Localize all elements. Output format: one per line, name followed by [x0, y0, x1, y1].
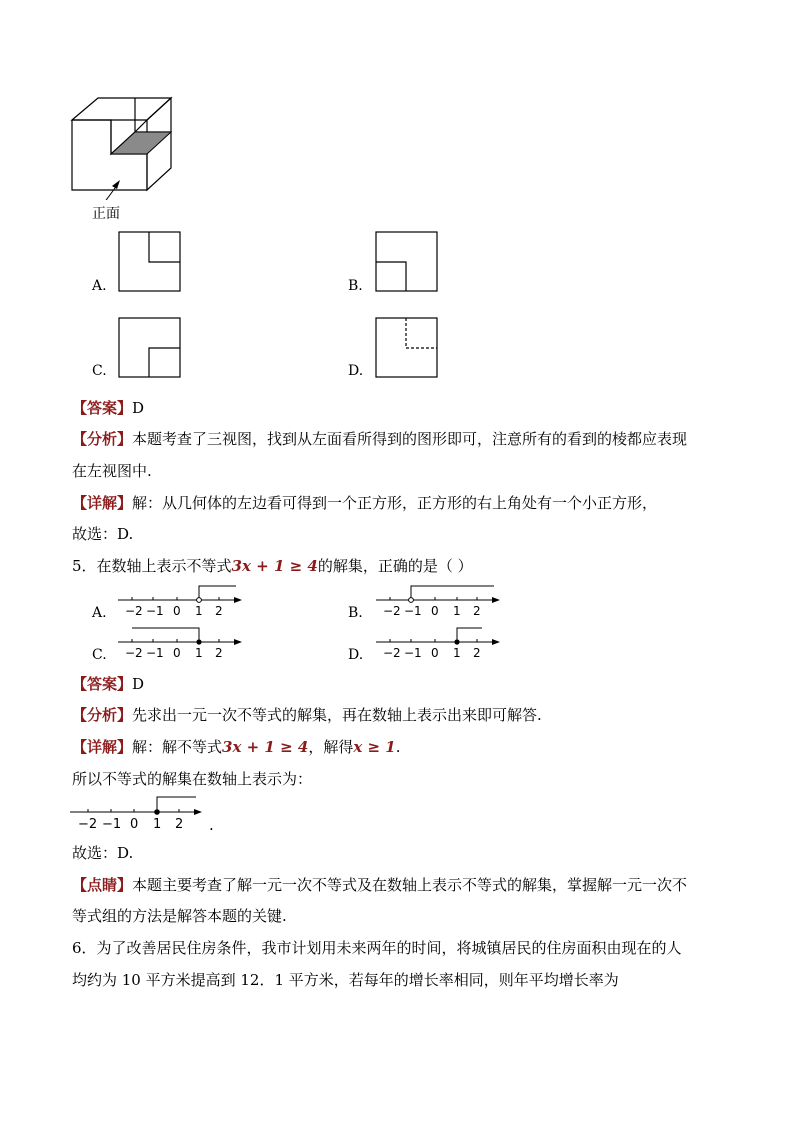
q5-detail-line2: 所以不等式的解集在数轴上表示为： — [72, 770, 313, 788]
analysis-tag: 【分析】 — [72, 706, 133, 724]
tick-label: 2 — [215, 646, 223, 660]
q6-stem-line2: 均约为 10 平方米提高到 12．1 平方米，若每年的增长率相同，则年平均增长率为 — [72, 971, 619, 989]
q6-stem-line1: 6．为了改善居民住房条件，我市计划用未来两年的时间，将城镇居民的住房面积由现在的人 — [72, 939, 682, 957]
tick-label: 2 — [473, 604, 481, 618]
q5-option-d-label: D. — [348, 647, 364, 663]
tick-label: −2 — [383, 646, 401, 660]
tick-label: −1 — [146, 604, 164, 618]
answer-text: D — [132, 399, 145, 417]
q5-comment — [72, 875, 687, 895]
tick-label: 2 — [473, 646, 481, 660]
tick-label: −2 — [383, 604, 401, 618]
answer-text: D — [132, 675, 145, 693]
detail-post: . — [395, 738, 401, 756]
detail-tag: 【详解】 — [72, 494, 133, 512]
q4-detail — [72, 493, 657, 513]
tick-label: 2 — [215, 604, 223, 618]
detail-math1: 3x + 1 ≥ 4 — [222, 738, 309, 756]
tick-label: 1 — [195, 646, 203, 660]
analysis-text: 先求出一元一次不等式的解集，再在数轴上表示出来即可解答. — [132, 706, 542, 724]
tick-label: 0 — [130, 817, 139, 832]
tick-label: −1 — [404, 604, 422, 618]
detail-math2: x ≥ 1 — [353, 738, 396, 756]
comment-tag: 【点睛】 — [72, 876, 133, 894]
answer-tag: 【答案】 — [72, 675, 133, 693]
q4-analysis-cont: 在左视图中. — [72, 462, 152, 480]
q5-stem-post: 的解集，正确的是（ ） — [317, 557, 473, 575]
q4-answer — [72, 398, 144, 418]
tick-label: 1 — [153, 817, 162, 832]
q5-option-b-numberline — [376, 583, 506, 619]
q5-comment-cont: 等式组的方法是解答本题的关键. — [72, 907, 287, 925]
q5-option-a-label: A. — [92, 605, 107, 621]
tick-label: −1 — [404, 646, 422, 660]
q5-option-d-numberline — [376, 625, 506, 661]
option-a-figure — [118, 231, 182, 293]
tick-label: 0 — [173, 604, 181, 618]
tick-label: 0 — [431, 646, 439, 660]
comment-text: 本题主要考查了解一元一次不等式及在数轴上表示不等式的解集，掌握解一元一次不 — [132, 876, 688, 894]
q5-stem-math: 3x + 1 ≥ 4 — [231, 557, 318, 575]
option-a-label: A. — [92, 278, 107, 294]
tick-label: −1 — [146, 646, 164, 660]
tick-label: 0 — [431, 604, 439, 618]
option-b-label: B. — [348, 278, 363, 294]
answer-tag: 【答案】 — [72, 399, 133, 417]
q5-stem-pre: 5．在数轴上表示不等式 — [72, 557, 232, 575]
q5-choice: 故选：D. — [72, 844, 134, 862]
option-d-figure — [375, 317, 439, 379]
tick-label: −2 — [125, 646, 143, 660]
solution-period: . — [209, 816, 214, 834]
solution-numberline — [70, 794, 210, 832]
tick-label: −2 — [78, 817, 98, 832]
q5-option-c-label: C. — [92, 647, 107, 663]
detail-pre: 解：解不等式 — [132, 738, 223, 756]
detail-tag: 【详解】 — [72, 738, 133, 756]
q5-option-b-label: B. — [348, 605, 363, 621]
q5-option-a-numberline — [118, 583, 248, 619]
q4-analysis — [72, 429, 687, 449]
option-b-figure — [375, 231, 439, 293]
tick-label: 2 — [175, 817, 184, 832]
analysis-text: 本题考查了三视图，找到从左面看所得到的图形即可，注意所有的看到的棱都应表现 — [132, 430, 688, 448]
q4-choice: 故选：D. — [72, 525, 134, 543]
q5-detail — [72, 737, 401, 757]
q5-analysis — [72, 705, 542, 725]
q5-stem — [72, 556, 473, 576]
tick-label: 1 — [195, 604, 203, 618]
tick-label: −1 — [102, 817, 122, 832]
front-label: 正面 — [92, 206, 120, 222]
option-d-label: D. — [348, 363, 364, 379]
q5-answer — [72, 674, 144, 694]
q5-option-c-numberline — [118, 625, 248, 661]
detail-text: 解：从几何体的左边看可得到一个正方形，正方形的右上角处有一个小正方形， — [132, 494, 658, 512]
solid-figure — [60, 90, 190, 200]
detail-mid: ，解得 — [308, 738, 354, 756]
tick-label: −2 — [125, 604, 143, 618]
analysis-tag: 【分析】 — [72, 430, 133, 448]
tick-label: 1 — [453, 604, 461, 618]
option-c-label: C. — [92, 363, 107, 379]
tick-label: 1 — [453, 646, 461, 660]
tick-label: 0 — [173, 646, 181, 660]
option-c-figure — [118, 317, 182, 379]
